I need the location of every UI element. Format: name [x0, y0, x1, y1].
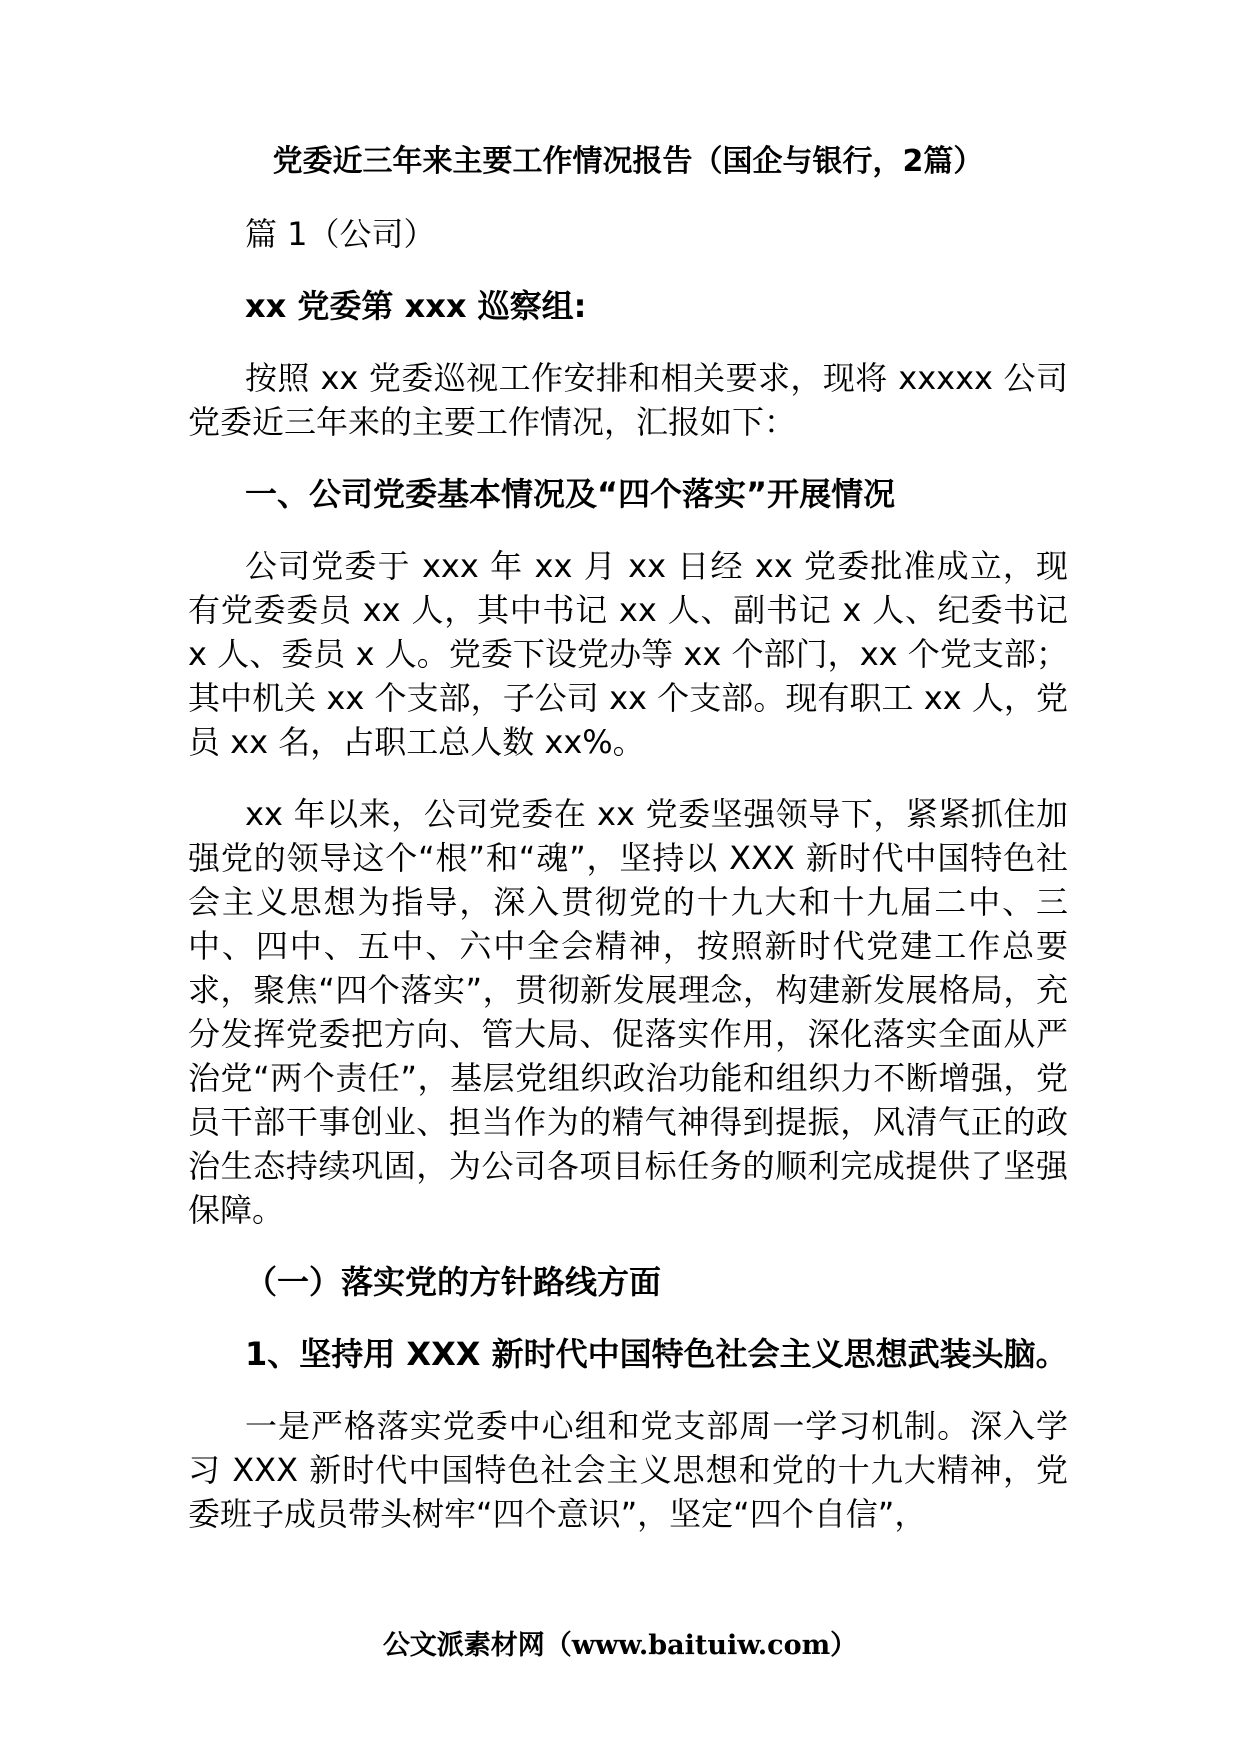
item-1-paragraph-1: 一是严格落实党委中心组和党支部周一学习机制。深入学习 XXX 新时代中国特色社会主义思想和党的十九大精神，党委班子成员带头树牢“四个意识”，坚定“四个自信”，	[188, 1407, 1068, 1533]
document-subtitle: 篇 1（公司）	[245, 215, 436, 253]
subsection-1-heading: （一）落实党的方针路线方面	[245, 1263, 662, 1301]
item-1-heading: 1、坚持用 XXX 新时代中国特色社会主义思想武装头脑。	[245, 1335, 1068, 1373]
footer-watermark: 公文派素材网（www.baituiw.com）	[382, 1630, 858, 1661]
document-title: 党委近三年来主要工作情况报告（国企与银行，2篇）	[272, 144, 984, 179]
salutation: xx 党委第 xxx 巡察组:	[245, 287, 587, 325]
intro-paragraph: 按照 xx 党委巡视工作安排和相关要求，现将 xxxxx 公司党委近三年来的主要工作情况，汇报如下：	[188, 359, 1068, 441]
section-1-heading: 一、公司党委基本情况及“四个落实”开展情况	[245, 475, 896, 513]
section-1-paragraph-1: 公司党委于 xxx 年 xx 月 xx 日经 xx 党委批准成立，现有党委委员 xx 人，其中书记 xx 人、副书记 x 人、纪委书记 x 人、委员 x 人。党委下设党办等 xx 个部门，xx 个党支部；其中机关 xx 个支部，子公司 xx 个支部。现有职工 xx 人，党员 xx 名，占职工总人数 xx%。	[188, 547, 1068, 761]
section-1-paragraph-2: xx 年以来，公司党委在 xx 党委坚强领导下，紧紧抓住加强党的领导这个“根”和“魂”，坚持以 XXX 新时代中国特色社会主义思想为指导，深入贯彻党的十九大和十九届二中、三中、四中、五中、六中全会精神，按照新时代党建工作总要求，聚焦“四个落实”，贯彻新发展理念，构建新发展格局，充分发挥党委把方向、管大局、促落实作用，深化落实全面从严治党“两个责任”，基层党组织政治功能和组织力不断增强，党员干部干事创业、担当作为的精气神得到提振，风清气正的政治生态持续巩固，为公司各项目标任务的顺利完成提供了坚强保障。	[188, 795, 1068, 1229]
document-page	[188, 140, 1068, 1564]
